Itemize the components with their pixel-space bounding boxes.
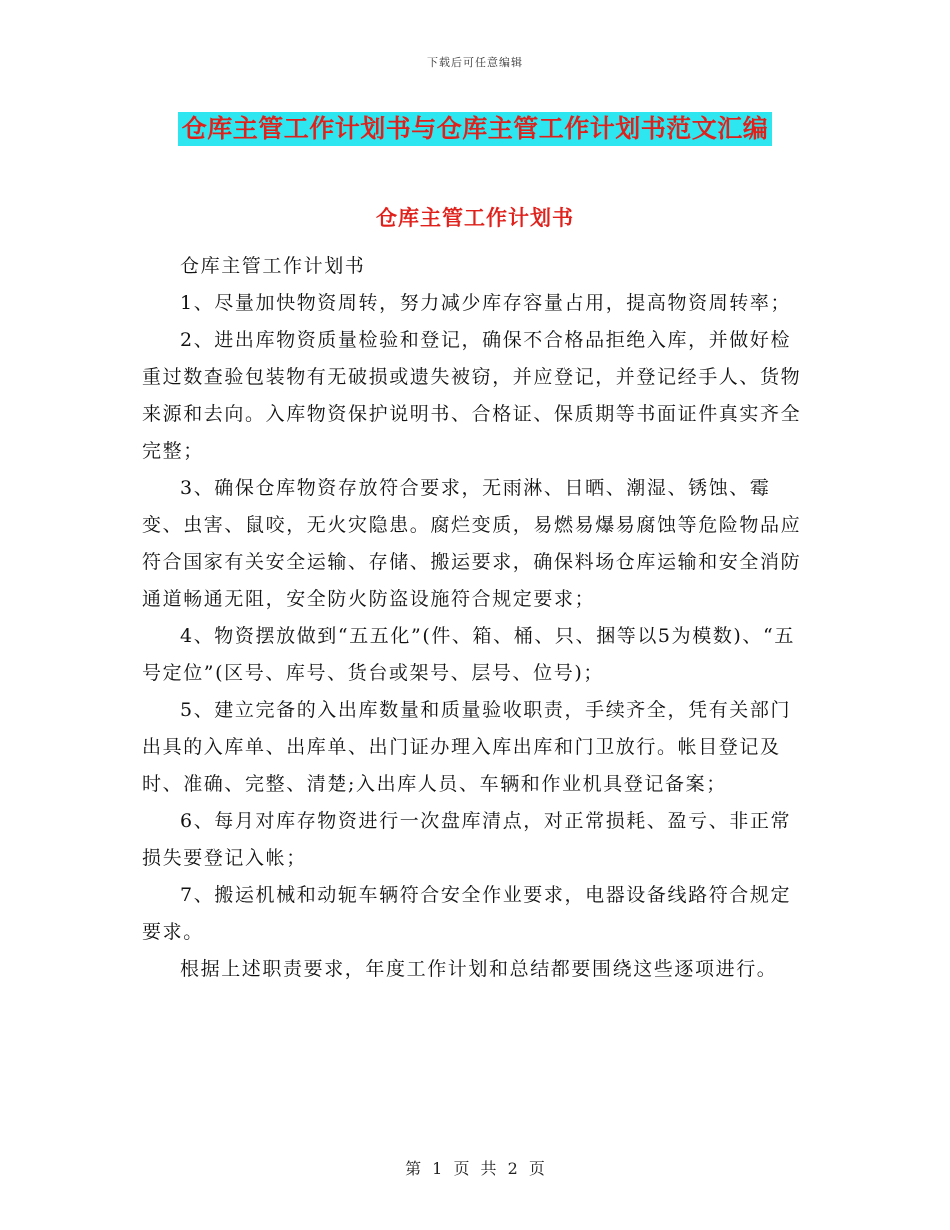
body-paragraph-5: 5、建立完备的入出库数量和质量验收职责，手续齐全，凭有关部门出具的入库单、出库单、出门证办理入库出库和门卫放行。帐目登记及时、准确、完整、清楚;入出库人员、车辆和作业机具登记备案；	[142, 699, 792, 795]
body-paragraph-conclusion: 根据上述职责要求，年度工作计划和总结都要围绕这些逐项进行。	[180, 958, 778, 980]
body-paragraph-4: 4、物资摆放做到“五五化”(件、箱、桶、只、捆等以5为模数)、“五号定位”(区号、库号、货台或架号、层号、位号)；	[142, 625, 795, 684]
document-body	[142, 248, 810, 988]
body-paragraph-6: 6、每月对库存物资进行一次盘库清点，对正常损耗、盈亏、非正常损失要登记入帐；	[142, 810, 792, 869]
document-title-container	[0, 112, 950, 146]
page-header-note: 下载后可任意编辑	[427, 56, 523, 69]
body-paragraph-1: 1、尽量加快物资周转，努力减少库存容量占用，提高物资周转率；	[180, 292, 792, 314]
body-paragraph-7: 7、搬运机械和动轭车辆符合安全作业要求，电器设备线路符合规定要求。	[142, 884, 792, 943]
body-paragraph-intro: 仓库主管工作计划书	[180, 255, 366, 277]
body-paragraph-3: 3、确保仓库物资存放符合要求，无雨淋、日晒、潮湿、锈蚀、霉变、虫害、鼠咬，无火灾隐患。腐烂变质，易燃易爆易腐蚀等危险物品应符合国家有关安全运输、存储、搬运要求，确保料场仓库运输和安全消防通道畅通无阻，安全防火防盗设施符合规定要求；	[142, 477, 802, 610]
page-number: 第 1 页 共 2 页	[405, 1159, 545, 1178]
section-title: 仓库主管工作计划书	[376, 206, 574, 230]
document-title: 仓库主管工作计划书与仓库主管工作计划书范文汇编	[178, 112, 773, 146]
body-paragraph-2: 2、进出库物资质量检验和登记，确保不合格品拒绝入库，并做好检重过数查验包装物有无破损或遗失被窃，并应登记，并登记经手人、货物来源和去向。入库物资保护说明书、合格证、保质期等书面证件真实齐全完整；	[142, 329, 802, 462]
